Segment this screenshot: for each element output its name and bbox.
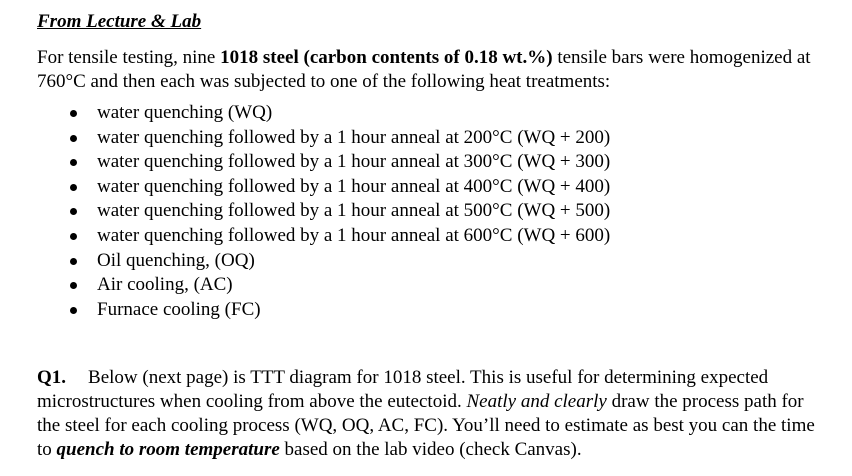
list-item [70,224,610,249]
intro-text-after: tensile bars were homogenized at 760°C and then each was subjected to one of the following heat treatments: [37,47,811,92]
intro-steel-spec: 1018 steel (carbon contents of 0.18 wt.%) [220,47,553,68]
section-heading: From Lecture & Lab [37,11,202,32]
bullet-icon [70,208,77,215]
list-item [70,101,610,126]
list-item [70,126,610,151]
bullet-icon [70,110,77,117]
list-item-text: Furnace cooling (FC) [97,298,261,320]
intro-text-before: For tensile testing, nine [37,47,221,68]
bullet-icon [70,233,77,240]
bullet-icon [70,184,77,191]
intro-paragraph [37,46,837,94]
list-item-text: water quenching followed by a 1 hour anneal at 500°C (WQ + 500) [97,200,611,222]
bullet-icon [70,282,77,289]
list-item [70,150,610,175]
list-item-text: water quenching followed by a 1 hour anneal at 200°C (WQ + 200) [97,126,611,148]
list-item-text: Air cooling, (AC) [97,274,233,296]
bullet-icon [70,135,77,142]
question-number: Q1. [37,367,67,388]
list-item-text: water quenching (WQ) [97,102,273,123]
list-item-text: water quenching followed by a 1 hour anneal at 400°C (WQ + 400) [97,175,611,197]
list-item [70,175,610,200]
heat-treatment-list [70,101,610,322]
question-text-3: based on the lab video (check Canvas). [279,439,582,460]
question-text-2: draw the process path for the steel for each cooling process (WQ, OQ, AC, FC). You’ll need to estimate as best you can the time to [37,391,815,460]
bullet-icon [70,307,77,314]
list-item-text: water quenching followed by a 1 hour anneal at 600°C (WQ + 600) [97,224,611,246]
bullet-icon [70,159,77,166]
question-strong-emphasis: quench to room temperature [56,439,280,460]
list-item-text: Oil quenching, (OQ) [97,249,255,271]
question-emphasis: Neatly and clearly [466,391,607,412]
list-item-text: water quenching followed by a 1 hour anneal at 300°C (WQ + 300) [97,151,611,173]
question-text-1: Below (next page) is TTT diagram for 1018 steel. This is useful for determining expected microstructures when cooling from above the eutectoid. [37,367,769,412]
bullet-icon [70,258,77,265]
list-item [70,199,610,224]
list-item [70,298,610,323]
question-paragraph [37,366,827,462]
list-item [70,273,610,298]
list-item [70,249,610,274]
